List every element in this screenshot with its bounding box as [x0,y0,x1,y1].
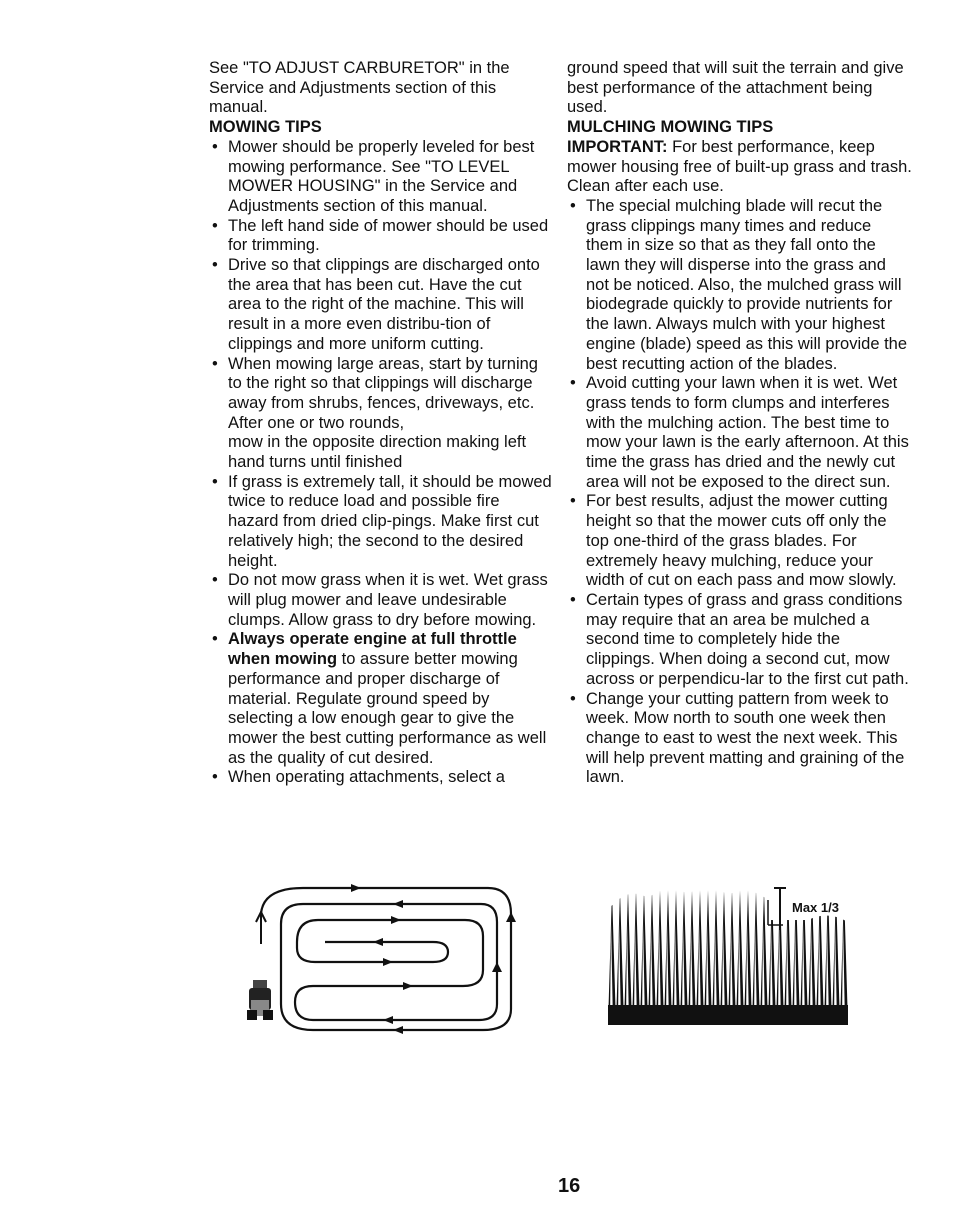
tractor-icon [247,980,273,1020]
important-label: IMPORTANT: [567,137,668,156]
throttle-text: to assure better mowing performance and proper discharge of material. Regulate ground speed by selecting a low enough gear to give the mower the best cutting performance as well as the quality of cut desired. [228,650,547,767]
attachments-continuation: ground speed that will suit the terrain and give best performance of the attachment being used. [567,59,904,117]
list-item: • The left hand side of mower should be used for trimming. [209,217,554,256]
list-item [209,355,554,473]
list-item: • Change your cutting pattern from week to week. Mow north to south one week then change to east to west the next week. This will help prevent matting and graining of the lawn. [567,690,912,789]
list-item: • Do not mow grass when it is wet. Wet grass will plug mower and leave undesirable clumps. Allow grass to dry before mowing. [209,571,554,630]
mulching-tips-list [567,197,912,788]
mowing-tips-list [209,138,554,788]
mowing-pattern-diagram [243,884,523,1034]
left-column [209,59,554,788]
list-item: • When operating attachments, select a [209,768,554,788]
list-item: • Drive so that clippings are discharged onto the area that has been cut. Have the cut area to the right of the machine. This will result in a more even distribu-tion of clippings and more uniform cutting. [209,256,554,355]
large-areas-text: When mowing large areas, start by turning to the right so that clippings will discharge away from shrubs, fences, driveways, etc. After one or two rounds, [228,354,538,432]
right-column [567,59,912,788]
list-item: • Avoid cutting your lawn when it is wet. Wet grass tends to form clumps and interferes with the mulching action. The best time to mow your lawn is the early afternoon. At this time the grass has dried and the newly cut area will not be exposed to the direct sun. [567,374,912,492]
list-item [209,630,554,768]
mowing-tips-heading: MOWING TIPS [209,118,322,137]
list-item: • The special mulching blade will recut the grass clippings many times and reduce them in size so that as they fall onto the lawn they will disperse into the grass and not be noticed. Also, the mulched grass will biodegrade quickly to provide nutrients for the lawn. Always mulch with your highest engine (blade) speed as this will provide the best recutting action of the blades. [567,197,912,374]
list-item: • Certain types of grass and grass conditions may require that an area be mulched a second time to completely hide the clippings. When doing a second cut, mow across or perpendicu-lar to the first cut path. [567,591,912,690]
important-text: For best performance, keep mower housing free of built-up grass and trash. Clean after each use. [567,137,912,196]
list-item: • For best results, adjust the mower cutting height so that the mower cuts off only the top one-third of the grass blades. For extremely heavy mulching, reduce your width of cut on each pass and mow slowly. [567,492,912,591]
throttle-warning: Always operate engine at full throttle when mowing [228,630,517,669]
list-item: • Mower should be properly leveled for best mowing performance. See "TO LEVEL MOWER HOUSING" in the Service and Adjustments section of this manual. [209,138,554,217]
list-item: • If grass is extremely tall, it should be mowed twice to reduce load and possible fire hazard from dried clip-pings. Make first cut relatively high; the second to the desired height. [209,473,554,572]
important-note [567,138,912,197]
large-areas-continuation: mow in the opposite direction making left hand turns until finished [228,433,527,472]
page-number: 16 [558,1175,581,1197]
max-cut-label: Max 1/3 [792,900,839,915]
carburetor-reference: See "TO ADJUST CARBURETOR" in the Service and Adjustments section of this manual. [209,59,510,117]
mulching-tips-heading: MULCHING MOWING TIPS [567,118,774,137]
